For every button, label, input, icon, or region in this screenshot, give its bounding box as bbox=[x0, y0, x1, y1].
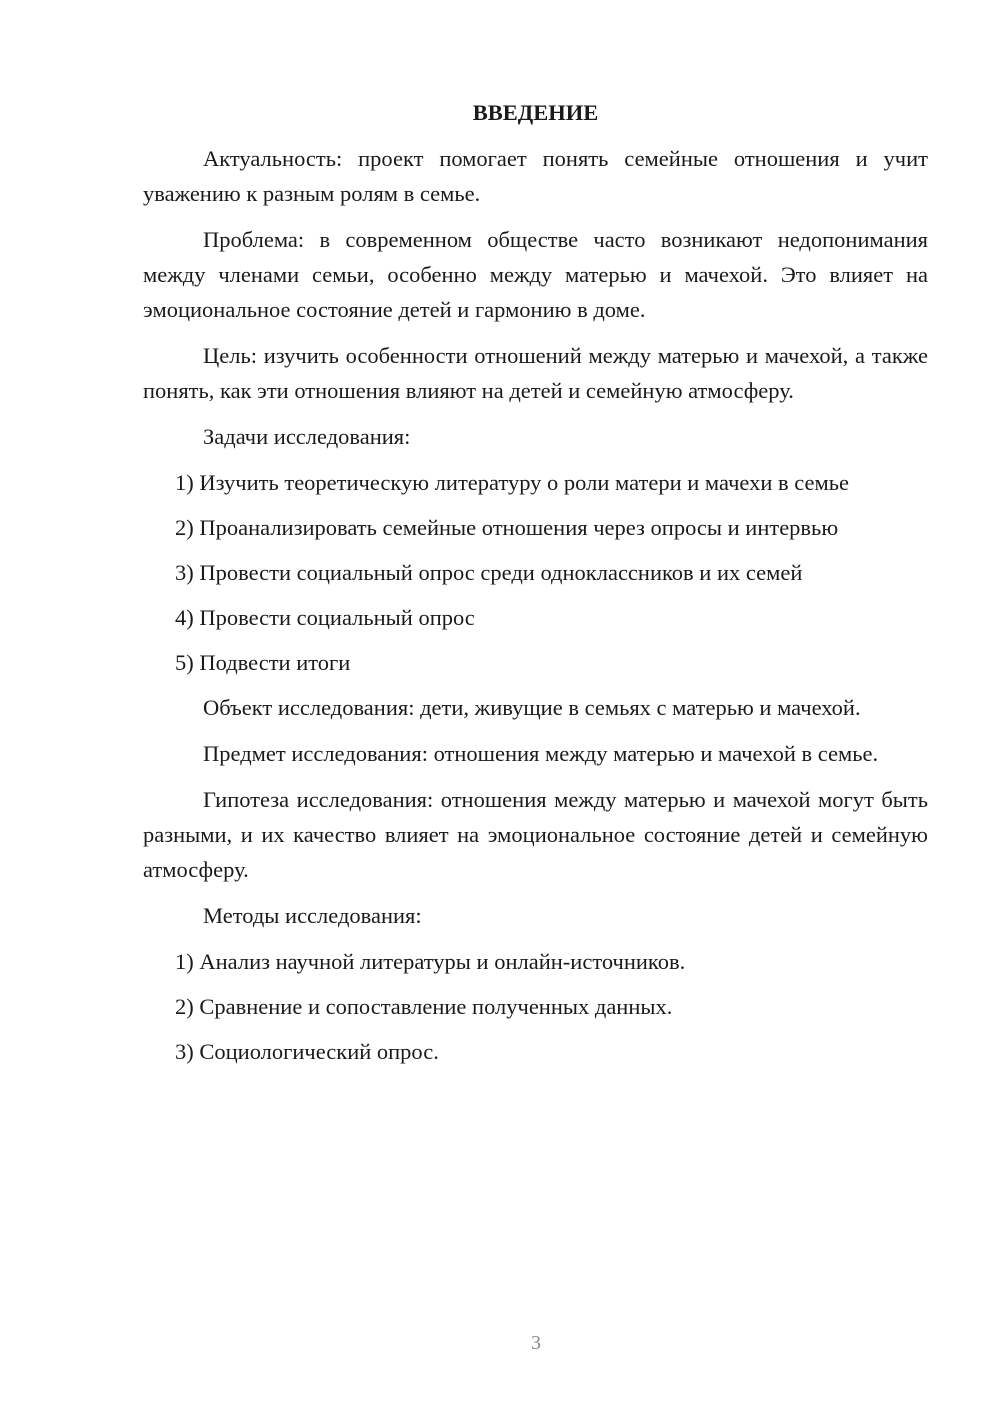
page-title: ВВЕДЕНИЕ bbox=[472, 100, 599, 125]
task-item: 3) Провести социальный опрос среди одноклассников и их семей bbox=[175, 560, 803, 585]
goal-paragraph: Цель: изучить особенности отношений между матерью и мачехой, а также понять, как эти отношения влияют на детей и семейную атмосферу. bbox=[143, 343, 928, 403]
task-item: 1) Изучить теоретическую литературу о роли матери и мачехи в семье bbox=[175, 470, 849, 495]
tasks-heading: Задачи исследования: bbox=[203, 424, 411, 449]
page-content bbox=[143, 95, 928, 1079]
methods-heading: Методы исследования: bbox=[203, 903, 422, 928]
subject-paragraph: Предмет исследования: отношения между матерью и мачехой в семье. bbox=[203, 741, 879, 766]
relevance-paragraph: Актуальность: проект помогает понять семейные отношения и учит уважению к разным ролям в семье. bbox=[143, 146, 928, 206]
task-item: 2) Проанализировать семейные отношения через опросы и интервью bbox=[175, 515, 839, 540]
task-item: 4) Провести социальный опрос bbox=[175, 605, 475, 630]
method-item: 3) Социологический опрос. bbox=[175, 1039, 439, 1064]
hypothesis-paragraph: Гипотеза исследования: отношения между матерью и мачехой могут быть разными, и их качество влияет на эмоциональное состояние детей и семейную атмосферу. bbox=[143, 787, 928, 882]
method-item: 1) Анализ научной литературы и онлайн-источников. bbox=[175, 949, 686, 974]
methods-list bbox=[143, 944, 928, 1069]
tasks-list bbox=[143, 465, 928, 680]
page-number: 3 bbox=[531, 1332, 541, 1354]
problem-paragraph: Проблема: в современном обществе часто возникают недопонимания между членами семьи, особенно между матерью и мачехой. Это влияет на эмоциональное состояние детей и гармонию в доме. bbox=[143, 227, 928, 322]
method-item: 2) Сравнение и сопоставление полученных данных. bbox=[175, 994, 673, 1019]
task-item: 5) Подвести итоги bbox=[175, 650, 351, 675]
object-paragraph: Объект исследования: дети, живущие в семьях с матерью и мачехой. bbox=[203, 695, 861, 720]
